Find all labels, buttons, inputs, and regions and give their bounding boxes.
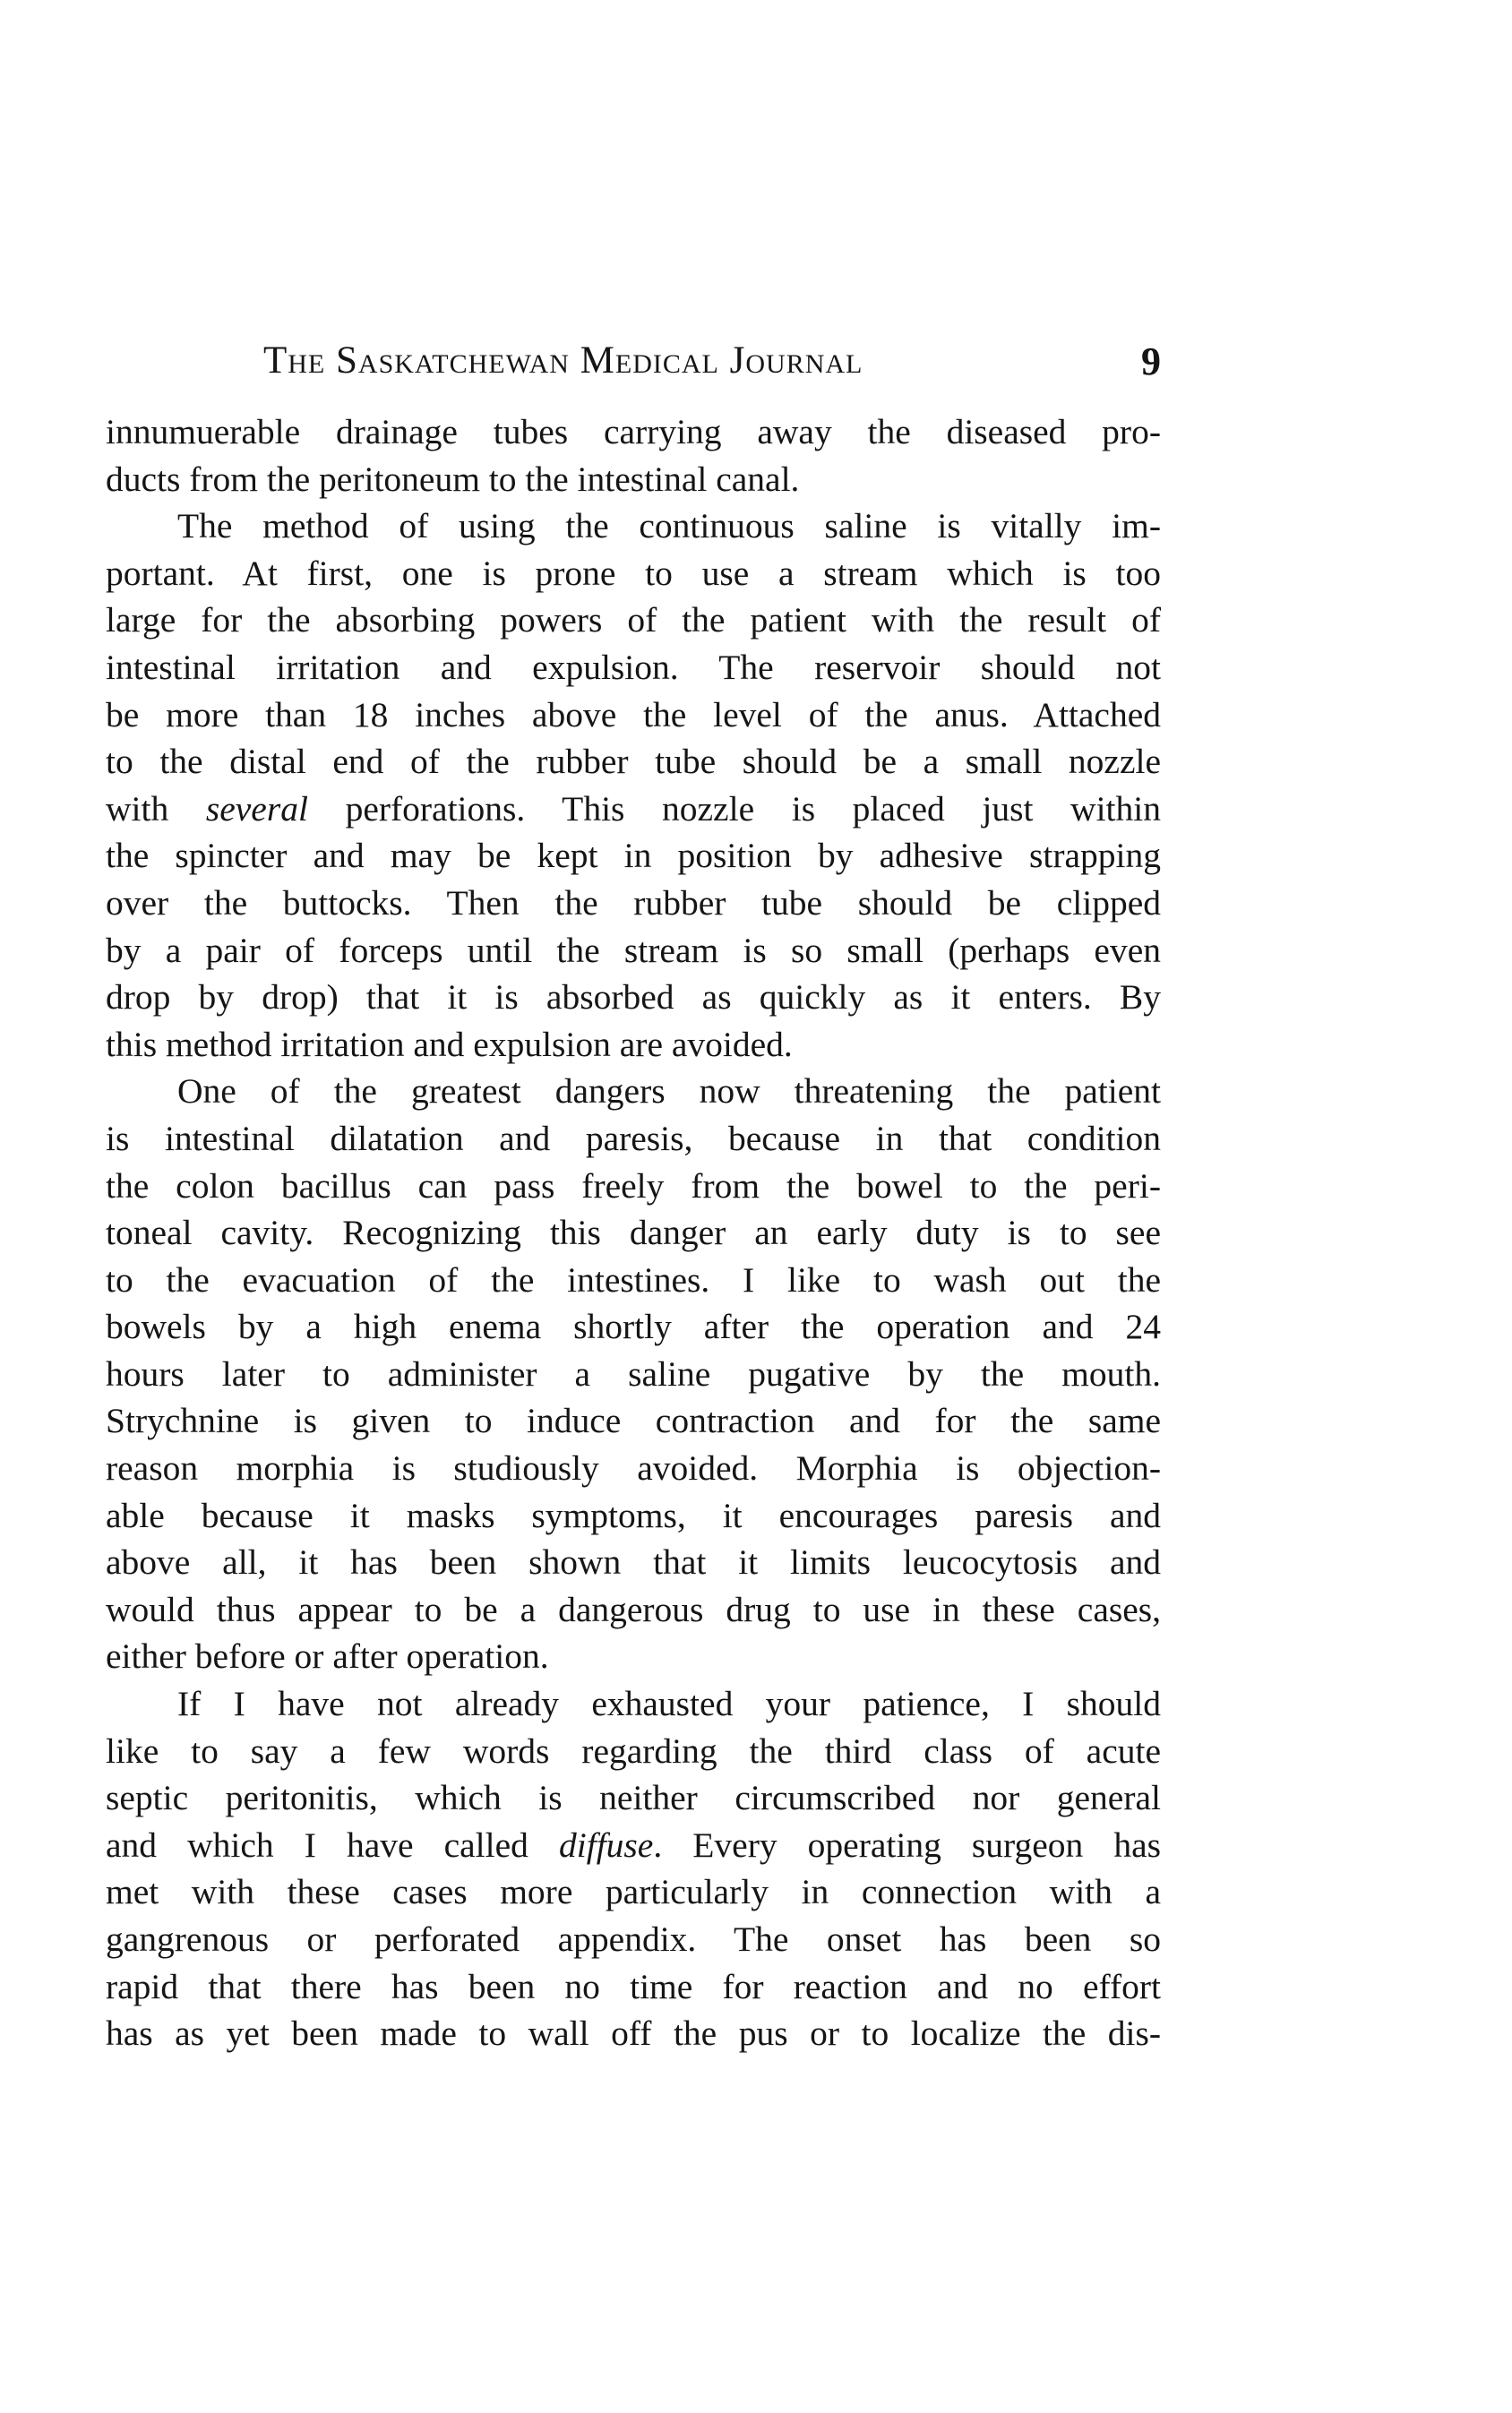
text-fragment: and which I have called — [106, 1825, 528, 1865]
text-line: gangrenous or perforated appendix. The onset has been so — [106, 1919, 1161, 1959]
text-line: Strychnine is given to induce contraction and for the same — [106, 1401, 1161, 1441]
text-line: septic peritonitis, which is neither circumscribed nor general — [106, 1778, 1161, 1818]
text-line: has as yet been made to wall off the pus or to localize the dis- — [106, 2014, 1161, 2054]
page-number: 9 — [1141, 339, 1161, 383]
text-line: this method irritation and expulsion are avoided. — [106, 1024, 793, 1064]
text-line: portant. At first, one is prone to use a stream which is too — [106, 553, 1161, 593]
running-head — [106, 339, 1161, 392]
text-line: intestinal irritation and expulsion. The reservoir should not — [106, 647, 1161, 687]
journal-title: The Saskatchewan Medical Journal — [263, 339, 863, 382]
text-line: over the buttocks. Then the rubber tube should be clipped — [106, 882, 1161, 923]
text-line: either before or after operation. — [106, 1636, 549, 1677]
text-line: the colon bacillus can pass freely from the bowel to the peri- — [106, 1165, 1161, 1206]
text-line: drop by drop) that it is absorbed as quickly as it enters. By — [106, 977, 1161, 1018]
text-line: innumuerable drainage tubes carrying away the diseased pro- — [106, 412, 1161, 451]
text-line: bowels by a high enema shortly after the operation and 24 — [106, 1307, 1161, 1347]
text-line: be more than 18 inches above the level of the anus. Attached — [106, 694, 1161, 734]
text-line: If I have not already exhausted your patience, I should — [177, 1684, 1161, 1724]
article-body — [106, 408, 1161, 2057]
text-line: large for the absorbing powers of the patient with the result of — [106, 600, 1161, 640]
text-line: by a pair of forceps until the stream is so small (perhaps even — [106, 930, 1161, 970]
text-fragment: with — [106, 788, 169, 829]
text-line: above all, it has been shown that it limits leucocytosis and — [106, 1542, 1161, 1583]
text-line: is intestinal dilatation and paresis, because in that condition — [106, 1118, 1161, 1158]
text-line: The method of using the continuous saline is vitally im- — [177, 506, 1161, 546]
text-fragment: . Every operating surgeon has — [653, 1825, 1161, 1865]
italic-word: diffuse — [559, 1825, 654, 1865]
text-line: would thus appear to be a dangerous drug to use in these cases, — [106, 1589, 1161, 1629]
text-fragment: perforations. This nozzle is placed just within — [345, 788, 1161, 829]
text-line: met with these cases more particularly in connection with a — [106, 1872, 1161, 1912]
text-line: reason morphia is studiously avoided. Morphia is objection- — [106, 1448, 1161, 1489]
text-line: like to say a few words regarding the third class of acute — [106, 1730, 1161, 1771]
paragraph — [106, 1068, 1161, 1680]
text-line: toneal cavity. Recognizing this danger an early duty is to see — [106, 1213, 1161, 1253]
text-line — [106, 1822, 1161, 1869]
italic-word: several — [205, 788, 308, 829]
text-line: able because it masks symptoms, it encourages paresis and — [106, 1495, 1161, 1535]
text-line: rapid that there has been no time for reaction and no effort — [106, 1966, 1161, 2006]
text-line: to the distal end of the rubber tube should be a small nozzle — [106, 742, 1161, 782]
paragraph — [106, 502, 1161, 1068]
text-line: to the evacuation of the intestines. I like to wash out the — [106, 1259, 1161, 1300]
paragraph — [106, 408, 1161, 502]
paragraph — [106, 1680, 1161, 2057]
text-line: the spincter and may be kept in position by adhesive strapping — [106, 836, 1161, 876]
text-line: One of the greatest dangers now threatening the patient — [177, 1071, 1161, 1112]
text-line — [106, 786, 1161, 833]
text-line: hours later to administer a saline pugative by the mouth. — [106, 1353, 1161, 1394]
text-line: ducts from the peritoneum to the intestinal canal. — [106, 459, 800, 499]
